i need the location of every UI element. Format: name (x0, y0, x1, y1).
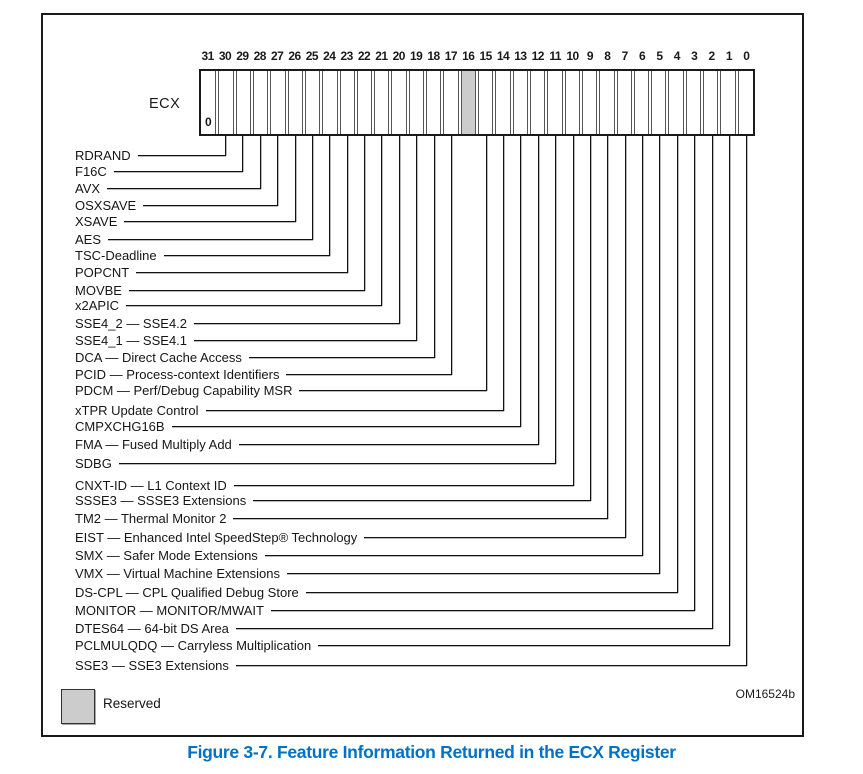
register-name-label: ECX (149, 96, 181, 112)
feature-label: MONITOR — MONITOR/MWAIT (75, 602, 264, 618)
feature-label-row (75, 331, 417, 349)
connector-bit-12 (538, 136, 539, 445)
leader-line (364, 537, 626, 538)
bit-number: 29 (236, 49, 249, 63)
bit-number: 3 (691, 49, 698, 63)
bit-number: 22 (357, 49, 371, 63)
feature-label: VMX — Virtual Machine Extensions (75, 565, 280, 581)
bit-number: 20 (392, 49, 405, 63)
feature-label-row (75, 179, 261, 197)
feature-label: EIST — Enhanced Intel SpeedStep® Technology (75, 529, 358, 545)
bit-number: 7 (621, 49, 628, 63)
bit-number: 21 (375, 49, 388, 63)
bit-cell-18 (426, 71, 441, 134)
leader-line (206, 410, 504, 411)
feature-label: CMPXCHG16B (75, 418, 165, 434)
bit-number: 31 (201, 49, 214, 63)
bit-cell-28 (253, 71, 268, 134)
connector-bit-23 (347, 136, 348, 273)
bit-cell-23 (340, 71, 355, 134)
bit-number: 4 (673, 49, 680, 63)
figure-watermark: OM16524b (735, 687, 795, 701)
connector-bit-18 (434, 136, 435, 358)
bit-number: 9 (586, 49, 594, 63)
bit-cell-4 (668, 71, 683, 134)
bit-number: 28 (253, 49, 266, 63)
leader-line (172, 426, 521, 427)
leader-line (136, 272, 348, 273)
connector-bit-0 (746, 136, 747, 666)
bit-number-row (199, 49, 755, 64)
leader-line (233, 518, 608, 519)
feature-label-row (75, 435, 539, 453)
feature-label-row (75, 162, 243, 180)
feature-label: DCA — Direct Cache Access (75, 349, 242, 365)
leader-line (143, 205, 278, 206)
bit-number: 23 (340, 49, 353, 63)
feature-label: OSXSAVE (75, 197, 137, 213)
feature-label: SDBG (75, 455, 112, 471)
bit-number: 25 (305, 49, 319, 63)
feature-label: RDRAND (75, 147, 131, 163)
feature-label-row (75, 454, 556, 472)
leader-line (249, 357, 435, 358)
bit-number: 13 (514, 49, 527, 63)
connector-bit-8 (607, 136, 608, 519)
feature-label: PCLMULQDQ — Carryless Multiplication (75, 637, 312, 653)
feature-label: x2APIC (75, 297, 120, 313)
feature-label: PDCM — Perf/Debug Capability MSR (75, 382, 293, 398)
bit-number: 10 (566, 49, 579, 63)
feature-label-row (75, 263, 348, 281)
feature-label: CNXT-ID — L1 Context ID (75, 477, 227, 493)
connector-bit-26 (295, 136, 296, 222)
bit-number: 24 (323, 49, 336, 63)
bit-number: 8 (604, 49, 611, 63)
leader-line (236, 628, 713, 629)
bit-cell-31 (201, 71, 216, 134)
bit-number: 12 (531, 49, 544, 63)
bit-cell-15 (478, 71, 493, 134)
feature-label-row (75, 546, 643, 564)
bit-cell-5 (651, 71, 666, 134)
leader-line (114, 171, 243, 172)
bit-cell-25 (305, 71, 320, 134)
bit-number: 0 (743, 49, 750, 63)
leader-line (299, 390, 487, 391)
leader-line (107, 188, 261, 189)
feature-label-row (75, 656, 747, 674)
leader-line (108, 239, 313, 240)
bit-number: 14 (496, 49, 510, 63)
leader-line (239, 444, 539, 445)
leader-line (119, 463, 556, 464)
feature-label: PCID — Process-context Identifiers (75, 366, 280, 382)
leader-line (124, 221, 296, 222)
bit-number: 26 (288, 49, 301, 63)
feature-label: AVX (75, 180, 101, 196)
bit-cell-12 (530, 71, 545, 134)
feature-label: DS-CPL — CPL Qualified Debug Store (75, 584, 299, 600)
leader-line (138, 155, 226, 156)
leader-line (271, 610, 695, 611)
bit-cell-6 (634, 71, 649, 134)
feature-label: DTES64 — 64-bit DS Area (75, 620, 229, 636)
leader-line (286, 374, 452, 375)
bit-cell-17 (443, 71, 458, 134)
connector-bit-25 (312, 136, 313, 240)
feature-label-row (75, 491, 591, 509)
bit-number: 5 (656, 49, 663, 63)
connector-bit-20 (399, 136, 400, 324)
feature-label-row (75, 601, 695, 619)
feature-label-row (75, 296, 382, 314)
feature-label: MOVBE (75, 282, 122, 298)
connector-bit-13 (520, 136, 521, 427)
reserved-legend-swatch (61, 689, 95, 724)
bit-cell-27 (270, 71, 285, 134)
bit-number: 30 (218, 49, 232, 63)
connector-bit-2 (712, 136, 713, 629)
connector-bit-6 (642, 136, 643, 556)
bit-number: 6 (638, 49, 646, 63)
bit-cell-2 (703, 71, 718, 134)
bit-cell-11 (547, 71, 562, 134)
bit-number: 15 (479, 49, 492, 63)
leader-line (253, 500, 591, 501)
bit-cell-30 (218, 71, 233, 134)
bit-cell-9 (582, 71, 597, 134)
figure-frame (41, 13, 804, 737)
connector-bit-19 (416, 136, 417, 341)
connector-bit-10 (573, 136, 574, 486)
bit-cell-14 (495, 71, 510, 134)
leader-line (265, 555, 643, 556)
feature-label: TM2 — Thermal Monitor 2 (75, 510, 227, 526)
leader-line (164, 255, 330, 256)
connector-bit-24 (329, 136, 330, 256)
feature-label: POPCNT (75, 264, 130, 280)
feature-label: F16C (75, 163, 107, 179)
feature-label-row (75, 348, 435, 366)
feature-label-row (75, 246, 330, 264)
feature-label-row (75, 564, 660, 582)
bit-cell-7 (617, 71, 632, 134)
feature-label-row (75, 619, 713, 637)
connector-bit-15 (486, 136, 487, 391)
feature-label: SSSE3 — SSSE3 Extensions (75, 492, 247, 508)
bit-cell-10 (565, 71, 580, 134)
feature-label: SSE3 — SSE3 Extensions (75, 657, 229, 673)
ecx-register-box (199, 69, 755, 136)
feature-label-row (75, 509, 608, 527)
feature-label-row (75, 381, 487, 399)
connector-bit-9 (590, 136, 591, 501)
bit31-value: 0 (205, 115, 212, 129)
connector-bit-1 (729, 136, 730, 646)
feature-label-row (75, 636, 730, 654)
bit-cell-29 (236, 71, 251, 134)
connector-bit-7 (625, 136, 626, 538)
bit-cell-16 (461, 71, 476, 134)
leader-line (129, 290, 365, 291)
leader-line (287, 573, 660, 574)
leader-line (306, 592, 678, 593)
bit-cell-19 (409, 71, 424, 134)
feature-label: xTPR Update Control (75, 402, 199, 418)
feature-label: TSC-Deadline (75, 247, 157, 263)
bit-cell-0 (738, 71, 753, 134)
bit-number: 1 (725, 49, 733, 63)
feature-label-row (75, 212, 296, 230)
connector-bit-11 (555, 136, 556, 464)
connector-bit-5 (659, 136, 660, 574)
leader-line (236, 665, 747, 666)
feature-label: SSE4_2 — SSE4.2 (75, 315, 188, 331)
feature-label: FMA — Fused Multiply Add (75, 436, 232, 452)
reserved-legend-label: Reserved (103, 696, 161, 711)
bit-number: 16 (462, 49, 475, 63)
bit-cell-1 (720, 71, 735, 134)
feature-label: SSE4_1 — SSE4.1 (75, 332, 188, 348)
leader-line (194, 323, 400, 324)
bit-cell-20 (391, 71, 406, 134)
connector-bit-14 (503, 136, 504, 411)
leader-line (318, 645, 730, 646)
feature-label-row (75, 417, 521, 435)
figure-caption: Figure 3-7. Feature Information Returned in the ECX Register (187, 742, 676, 762)
bit-cell-24 (322, 71, 337, 134)
bit-cell-26 (288, 71, 303, 134)
bit-cell-3 (686, 71, 701, 134)
feature-label: XSAVE (75, 213, 118, 229)
bit-number: 17 (444, 49, 458, 63)
connector-bit-4 (677, 136, 678, 593)
connector-bit-22 (364, 136, 365, 291)
bit-number: 18 (427, 49, 440, 63)
bit-cell-21 (374, 71, 389, 134)
feature-label-row (75, 314, 400, 332)
feature-label-row (75, 583, 678, 601)
bit-number: 19 (410, 49, 423, 63)
bit-number: 27 (271, 49, 284, 63)
feature-label: AES (75, 231, 102, 247)
leader-line (234, 485, 574, 486)
bit-number: 2 (708, 49, 715, 63)
connector-bit-3 (694, 136, 695, 611)
feature-label: SMX — Safer Mode Extensions (75, 547, 258, 563)
bit-cell-8 (599, 71, 614, 134)
feature-label-row (75, 528, 626, 546)
connector-bit-17 (451, 136, 452, 375)
connector-bit-21 (381, 136, 382, 306)
bit-number: 11 (549, 49, 562, 63)
leader-line (126, 305, 382, 306)
leader-line (194, 340, 417, 341)
bit-cell-22 (357, 71, 372, 134)
bit-cell-13 (513, 71, 528, 134)
